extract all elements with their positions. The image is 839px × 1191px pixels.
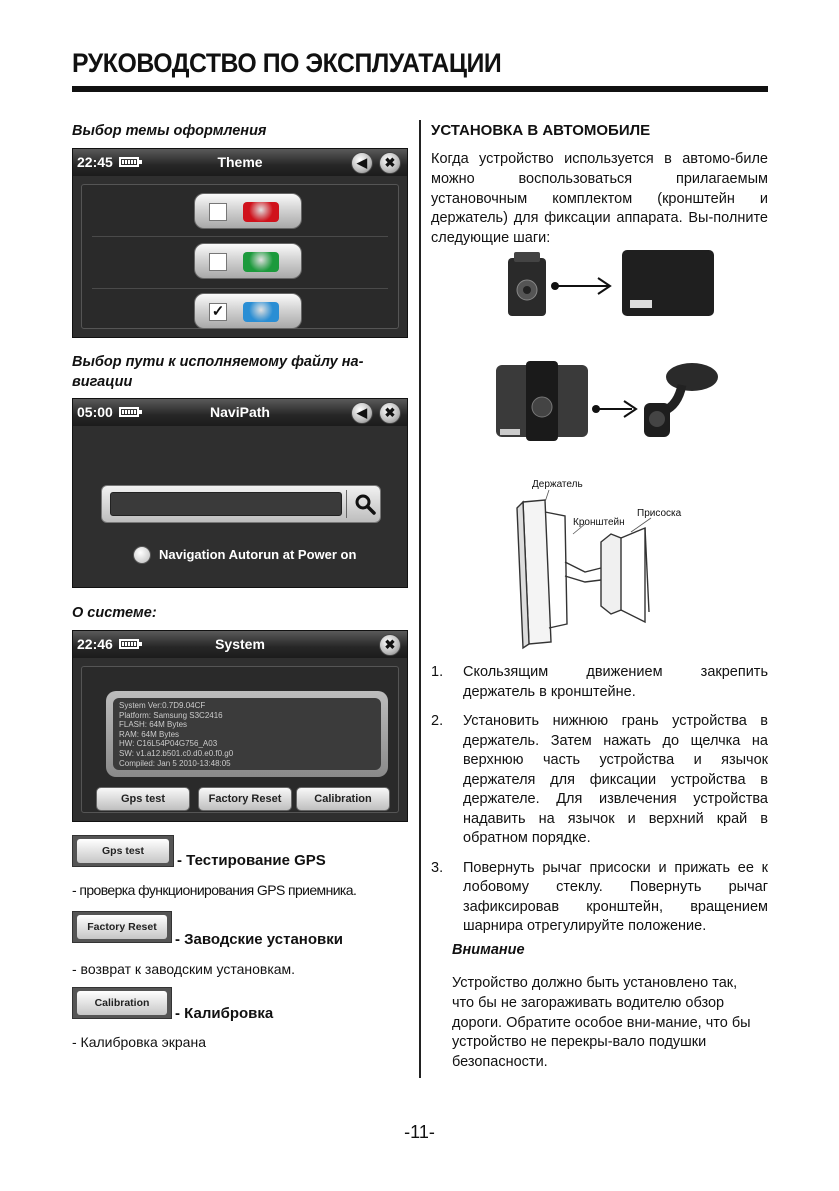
step-item — [431, 663, 768, 702]
separator — [346, 490, 347, 518]
divider — [92, 236, 388, 237]
screen-title: Theme — [217, 154, 263, 170]
back-icon[interactable]: ◀ — [351, 402, 373, 424]
color-swatch-green — [243, 252, 279, 272]
column-divider — [419, 120, 421, 1078]
autorun-radio[interactable] — [133, 546, 151, 564]
path-input[interactable] — [110, 492, 342, 516]
step-text: Скользящим движением закрепить держатель в кронштейне. — [463, 664, 768, 700]
close-icon[interactable]: ✖ — [379, 402, 401, 424]
info-line: System Ver:0.7D9.04CF — [119, 701, 206, 710]
theme-screen — [72, 148, 408, 338]
screen-title: NaviPath — [210, 404, 270, 420]
legend-calibration-desc: - Калибровка экрана — [72, 1034, 206, 1050]
calibration-button[interactable]: Calibration — [296, 787, 390, 811]
theme-options-panel — [81, 184, 399, 329]
checkbox-checked[interactable]: ✓ — [209, 303, 227, 321]
theme-option-red[interactable] — [194, 193, 302, 229]
system-panel — [81, 666, 399, 813]
mount-assembly-diagram — [505, 472, 695, 654]
device-to-mount-illustration — [492, 355, 724, 445]
theme-heading: Выбор темы оформления — [72, 123, 267, 139]
checkbox[interactable] — [209, 253, 227, 271]
install-steps — [431, 663, 768, 947]
factory-reset-button[interactable]: Factory Reset — [198, 787, 292, 811]
legend-gps-button — [72, 835, 174, 867]
gps-test-button[interactable]: Gps test — [96, 787, 190, 811]
info-line: RAM: 64M Bytes — [119, 729, 180, 739]
info-line: Compiled: Jan 5 2010-13:48:05 — [119, 758, 231, 768]
legend-gps-title: - Тестирование GPS — [177, 852, 326, 869]
legend-gps-desc: - проверка функционирования GPS приемника. — [72, 882, 357, 898]
legend-factory-desc: - возврат к заводским установкам. — [72, 961, 296, 977]
page-number: -11- — [404, 1122, 435, 1142]
header-rule — [72, 86, 768, 92]
system-heading: О системе: — [72, 605, 157, 621]
back-icon[interactable]: ◀ — [351, 152, 373, 174]
step-item — [431, 712, 768, 849]
status-bar — [73, 399, 407, 426]
install-heading: УСТАНОВКА В АВТОМОБИЛЕ — [431, 122, 651, 139]
legend-calibration-button-label: Calibration — [77, 991, 167, 1015]
checkbox[interactable] — [209, 203, 227, 221]
search-icon[interactable] — [354, 493, 376, 515]
color-swatch-blue — [243, 302, 279, 322]
info-line: SW: v1.a12.b501.c0.d0.e0.f0.g0 — [119, 748, 234, 758]
divider — [92, 288, 388, 289]
info-line: FLASH: 64M Bytes — [119, 720, 188, 730]
step-text: Установить нижнюю грань устройства в держатель. Затем нажать до щелчка на верхнюю часть устройства и язычок держателя для фиксации устройства в держателе. Для извлечения устройства надавить на язычок и верхний край в обратном порядке. — [463, 713, 768, 846]
suction-mount-image — [644, 363, 718, 437]
clock: 05:00 — [77, 404, 113, 420]
legend-factory-title: - Заводские установки — [175, 931, 343, 948]
page-title: РУКОВОДСТВО ПО ЭКСПЛУАТАЦИИ — [72, 48, 502, 78]
info-line: HW: C16L54P04G756_A03 — [119, 739, 218, 749]
label-holder: Держатель — [532, 479, 583, 490]
legend-factory-button-label: Factory Reset — [77, 915, 167, 939]
warning-text: Устройство должно быть установлено так, что бы не загораживать водителю обзор дороги. Обратите особое вни-мание, что бы устройство не перекры-вало подушки безопасности. — [452, 975, 751, 1071]
label-bracket: Кронштейн — [573, 517, 625, 528]
system-info-box — [106, 691, 388, 777]
system-screen — [72, 630, 408, 822]
warning-heading: Внимание — [452, 942, 525, 958]
status-bar — [73, 631, 407, 658]
screen-title: System — [215, 636, 265, 652]
status-bar — [73, 149, 407, 176]
close-icon[interactable]: ✖ — [379, 634, 401, 656]
close-icon[interactable]: ✖ — [379, 152, 401, 174]
info-line: Platform: Samsung S3C2416 — [119, 710, 223, 720]
navipath-screen — [72, 398, 408, 588]
clock: 22:45 — [77, 154, 113, 170]
install-intro: Когда устройство используется в автомо-биле можно воспользоваться прилагаемым установочным комплектом (кронштейн и держатель) для фиксации аппарата. Вы-полните следующие шаги: — [431, 151, 768, 247]
step-number: 3. — [431, 859, 444, 876]
autorun-label: Navigation Autorun at Power on — [159, 547, 357, 562]
theme-option-blue[interactable] — [194, 293, 302, 329]
legend-calibration-button — [72, 987, 172, 1019]
holder-to-device-illustration — [500, 248, 720, 323]
step-item — [431, 859, 768, 937]
navi-heading: Выбор пути к исполняемому файлу на-вигации — [72, 354, 364, 390]
theme-option-green[interactable] — [194, 243, 302, 279]
clock: 22:46 — [77, 636, 113, 652]
system-info-text — [113, 698, 381, 770]
legend-gps-button-label: Gps test — [77, 839, 169, 863]
path-search-bar — [101, 485, 381, 523]
legend-calibration-title: - Калибровка — [175, 1005, 274, 1022]
step-text: Повернуть рычаг присоски и прижать ее к лобовому стеклу. Повернуть рычаг зафиксировав кронштейн, вращением шарнира отрегулируйте положение. — [463, 859, 768, 934]
step-number: 1. — [431, 664, 444, 680]
legend-factory-button — [72, 911, 172, 943]
step-number: 2. — [431, 713, 444, 729]
label-suction: Присоска — [637, 508, 682, 519]
color-swatch-red — [243, 202, 279, 222]
